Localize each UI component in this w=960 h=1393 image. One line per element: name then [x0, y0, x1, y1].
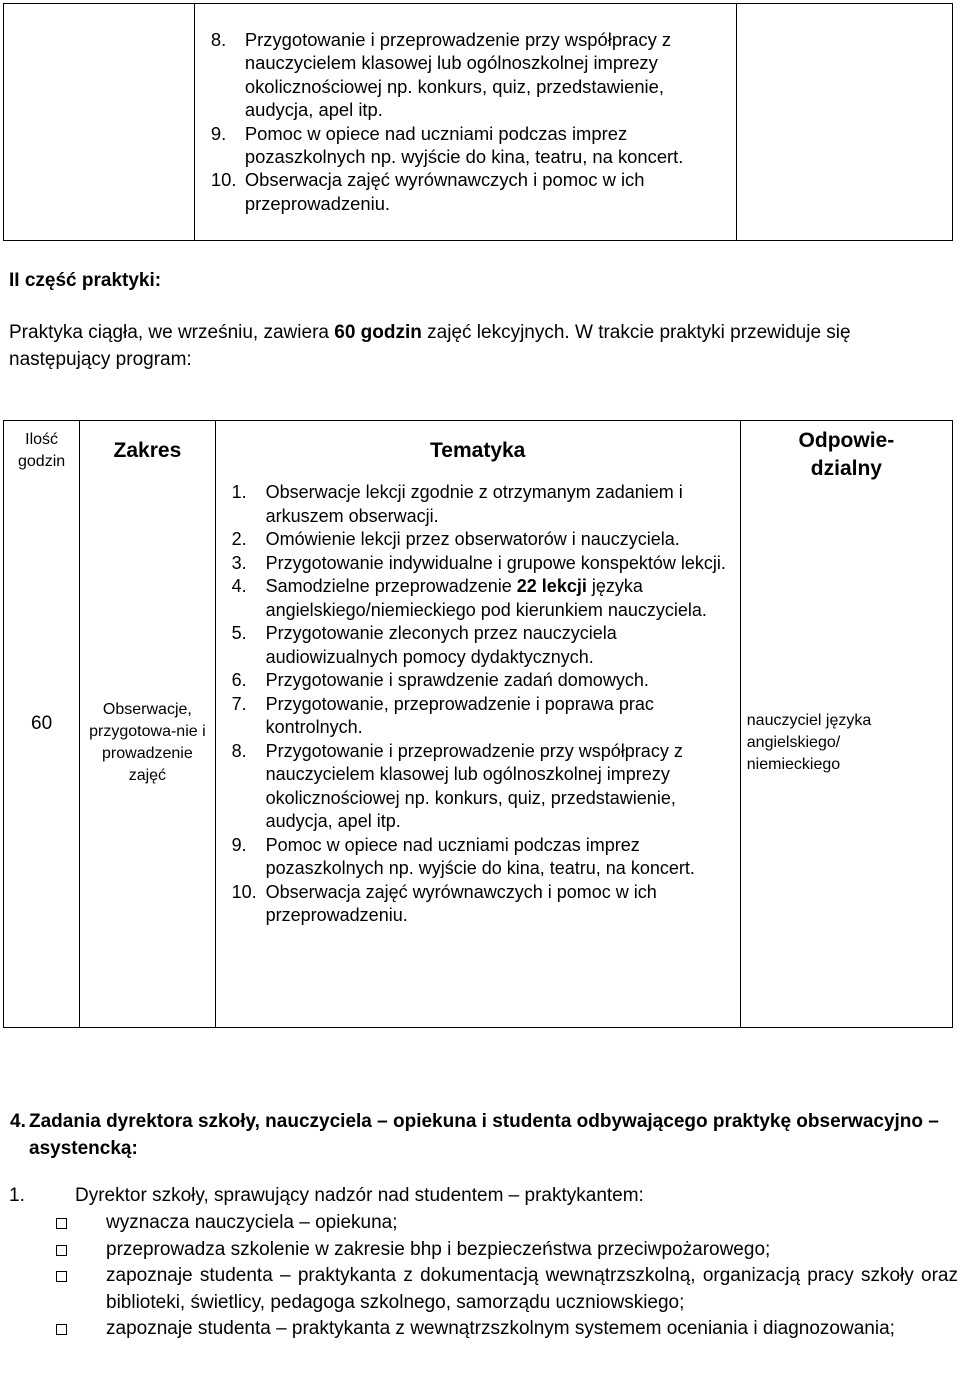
item-number: 5.: [231, 623, 247, 643]
item-number: 4.: [231, 576, 247, 596]
director-duties-list: [56, 1210, 958, 1343]
list-item: [232, 834, 732, 881]
item-number: 3.: [231, 552, 247, 573]
item-text: Przygotowanie indywidualne i grupowe konspektów lekcji.: [265, 552, 726, 573]
item-text: Samodzielne przeprowadzenie: [265, 576, 517, 596]
item-text: Pomoc w opiece nad uczniami podczas imprez pozaszkolnych np. wyjście do kina, teatru, na koncert.: [265, 834, 695, 878]
list-item: [56, 1210, 958, 1237]
duty-text: wyznacza nauczyciela – opiekuna;: [106, 1212, 398, 1233]
topic-column-cell: [215, 421, 740, 1028]
list-item: [56, 1237, 958, 1264]
section-title: Zadania dyrektora szkoły, nauczyciela – opiekuna i studenta odbywającego praktykę obserwacyjno – asystencką:: [29, 1111, 939, 1159]
checkbox-bullet-icon: [56, 1245, 67, 1256]
list-item: [232, 740, 732, 834]
item-text: Obserwacja zajęć wyrównawczych i pomoc w ich przeprowadzeniu.: [265, 881, 657, 925]
item-text: Pomoc w opiece nad uczniami podczas imprez pozaszkolnych np. wyjście do kina, teatru, na koncert.: [244, 122, 684, 168]
checkbox-bullet-icon: [56, 1271, 67, 1282]
list-item: [232, 693, 732, 740]
intro-hours-bold: 60 godzin: [334, 322, 422, 343]
checkbox-bullet-icon: [56, 1324, 67, 1335]
top-topic-list: [211, 28, 728, 215]
item-number: 2.: [231, 529, 247, 549]
scope-column-cell: [80, 421, 215, 1028]
item-number: 10.: [210, 169, 237, 191]
list-item: [211, 122, 728, 169]
item-text-bold: 22 lekcji: [516, 576, 587, 596]
item-text: Przygotowanie i przeprowadzenie przy współpracy z nauczycielem klasowej lub ogólnoszkolnej imprezy okolicznościowej np. konkurs, quiz, przedstawienie, audycja, apel itp.: [244, 29, 672, 121]
hours-value: 60: [31, 713, 53, 734]
section-number: 4.: [10, 1111, 26, 1132]
item-number: 9.: [231, 834, 247, 855]
item-text: Obserwacja zajęć wyrównawczych i pomoc w ich przeprowadzeniu.: [244, 169, 645, 214]
responsible-column-cell: [740, 421, 952, 1028]
intro-text-1: Praktyka ciągła, we wrześniu, zawiera: [9, 322, 335, 343]
responsible-value: nauczyciel języka angielskiego/ niemieckiego: [746, 712, 872, 773]
duty-text: przeprowadza szkolenie w zakresie bhp i bezpieczeństwa przeciwpożarowego;: [106, 1238, 771, 1260]
item-number: 10.: [231, 881, 257, 902]
item-number: 1.: [231, 482, 247, 502]
list-item: [56, 1263, 958, 1316]
list-item: [211, 168, 728, 215]
topic-header: Tematyka: [430, 439, 526, 462]
hours-header: Ilość godzin: [18, 431, 66, 470]
director-number: 1.: [9, 1185, 25, 1206]
director-line: [9, 1185, 644, 1207]
list-item: [211, 28, 728, 122]
intro-paragraph: [9, 319, 954, 373]
item-text: Przygotowanie zleconych przez nauczyciela audiowizualnych pomocy dydaktycznych.: [265, 623, 617, 667]
list-item: [232, 528, 732, 552]
item-text: języka angielskiego/niemieckiego pod kierunkiem nauczyciela.: [265, 576, 707, 620]
item-text: Obserwacje lekcji zgodnie z otrzymanym zadaniem i arkuszem obserwacji.: [265, 482, 683, 526]
list-item: [56, 1316, 958, 1343]
program-table: [3, 420, 953, 1028]
hours-column-cell: [4, 421, 80, 1028]
item-number: 7.: [231, 693, 247, 714]
top-responsible-cell: [736, 4, 952, 241]
list-item: [232, 669, 732, 693]
item-text: Przygotowanie i sprawdzenie zadań domowych.: [265, 670, 649, 690]
intro-text-2: zajęć lekcyjnych. W trakcie praktyki przewiduje się następujący program:: [9, 322, 851, 370]
duty-text: zapoznaje studenta – praktykanta z wewnątrzszkolnym systemem oceniania i diagnozowania;: [106, 1318, 895, 1339]
section-4-heading: [10, 1108, 949, 1162]
item-text: Przygotowanie i przeprowadzenie przy współpracy z nauczycielem klasowej lub ogólnoszkolnej imprezy okolicznościowej np. konkurs, quiz, przedstawienie, audycja, apel itp.: [265, 740, 683, 831]
item-text: Omówienie lekcji przez obserwatorów i nauczyciela.: [265, 529, 680, 549]
director-text: Dyrektor szkoły, sprawujący nadzór nad studentem – praktykantem:: [75, 1185, 644, 1206]
section-heading: II część praktyki:: [9, 270, 162, 291]
list-item: [232, 622, 732, 669]
topic-list: [232, 481, 732, 928]
duty-text: zapoznaje studenta – praktykanta z dokumentacją wewnątrzszkolną, organizacją pracy szkoły oraz biblioteki, świetlicy, pedagoga szkolnego, samorządu uczniowskiego;: [106, 1265, 958, 1313]
top-topics-cell: [194, 4, 736, 241]
item-number: 8.: [210, 29, 227, 50]
list-item: [232, 575, 732, 622]
item-number: 9.: [210, 122, 227, 144]
list-item: [232, 881, 732, 928]
list-item: [232, 552, 732, 576]
item-number: 6.: [231, 670, 247, 690]
item-text: Przygotowanie, przeprowadzenie i poprawa prac kontrolnych.: [265, 693, 654, 737]
scope-header: Zakres: [113, 439, 182, 462]
item-number: 8.: [231, 740, 247, 761]
top-hours-cell: [4, 4, 195, 241]
responsible-header: Odpowie-dzialny: [798, 429, 895, 480]
checkbox-bullet-icon: [56, 1218, 67, 1229]
top-continuation-table: [3, 3, 953, 241]
list-item: [232, 481, 732, 528]
scope-value: Obserwacje, przygotowa-nie i prowadzenie zajęć: [89, 701, 206, 784]
